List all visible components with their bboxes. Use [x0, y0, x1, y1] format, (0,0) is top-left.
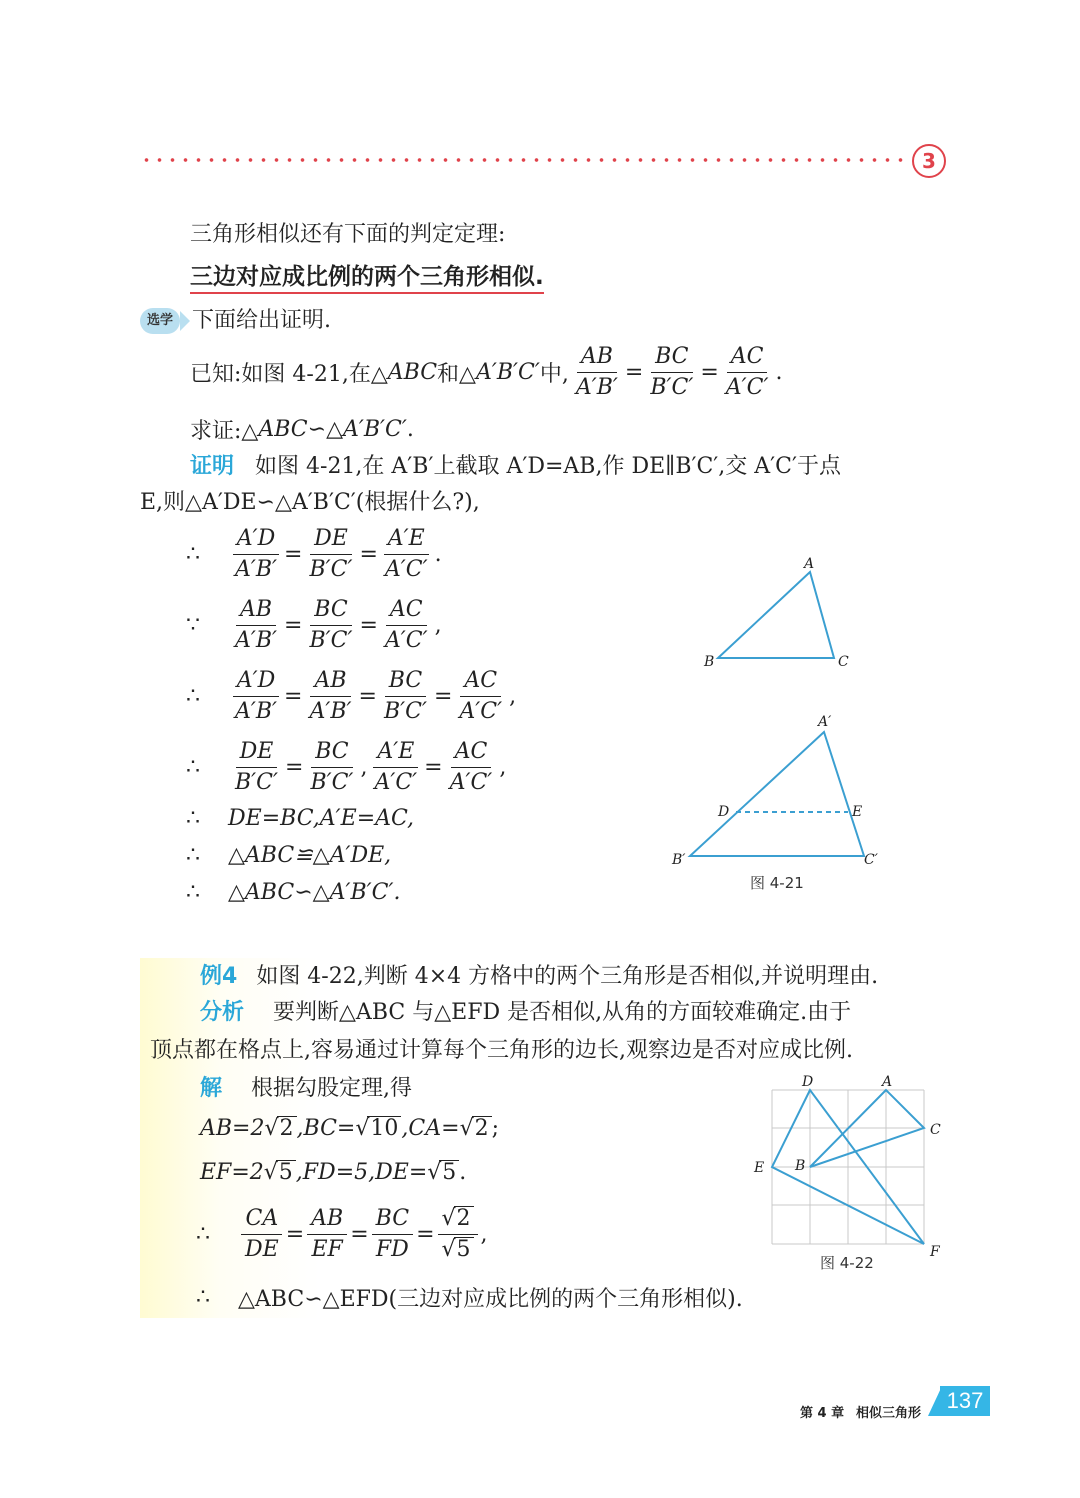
given-mid: 和△ [437, 362, 476, 387]
frac-num: DE [310, 524, 352, 555]
radicand: 5 [454, 1237, 474, 1262]
step-fraction [446, 737, 497, 798]
step-fraction [306, 737, 357, 798]
example-text: 如图 4-22,判断 4×4 方格中的两个三角形是否相似,并说明理由. [256, 964, 879, 989]
radicand: 2 [472, 1116, 492, 1141]
frac-num: DE [236, 737, 278, 768]
frac-den: FD [375, 1237, 409, 1262]
proof-step-1: ∴ $\frac{A'D}{A'B'}$ = $\frac{DE}{B'C'}$ = $\frac{A'E}{A'C'}$ . [186, 524, 442, 585]
label-a-prime: A′ [818, 714, 832, 730]
step-fraction [231, 524, 281, 585]
label-e: E [754, 1160, 765, 1176]
solution-line [200, 1074, 412, 1104]
eq-text: ,CA= [401, 1116, 460, 1141]
eq-text: ,BC= [296, 1116, 356, 1141]
step-fraction [231, 737, 282, 798]
given-fraction [572, 342, 622, 403]
step-text: △ABC∽△A′B′C′. [228, 880, 401, 905]
step-fraction [231, 595, 281, 656]
figure-caption: 图 4-21 [750, 874, 804, 892]
frac-den: B′C′ [235, 770, 278, 795]
frac-den: A′C′ [725, 375, 769, 400]
label-b-prime: B′ [672, 852, 686, 868]
theorem-text: 三边对应成比例的两个三角形相似. [190, 264, 544, 294]
label-d: D [802, 1074, 814, 1090]
step-fraction [370, 737, 421, 798]
frac-den: A′C′ [384, 628, 428, 653]
step-text: △ABC≌△A′DE, [228, 843, 392, 868]
equation-1: AB=2 √ 2 ,BC= √ 10 ,CA= √ 2 ; [200, 1116, 500, 1141]
step-text: DE=BC,A′E=AC, [228, 806, 415, 831]
frac-den: A′C′ [384, 557, 428, 582]
frac-den: A′B′ [575, 375, 618, 400]
frac-num: AC [727, 342, 768, 373]
step-fraction [305, 666, 355, 727]
frac-den: A′B′ [309, 699, 352, 724]
proof-step-7 [186, 880, 400, 905]
eq-end: . [459, 1160, 467, 1185]
frac-den: A′B′ [235, 557, 278, 582]
figure-4-21 [660, 550, 900, 900]
figure-4-22 [740, 1070, 960, 1280]
therefore-symbol: ∴ [186, 843, 200, 868]
intro-text: 三角形相似还有下面的判定定理: [190, 222, 506, 247]
proof-step-4: ∴ $\frac{DE}{B'C'}$ = $\frac{BC}{B'C'}$ , $\frac{A'E}{A'C'}$ = $\frac{AC}{A'C'}$ , [186, 737, 506, 798]
prove-sim: ∽△ [307, 417, 343, 442]
equation-2: EF=2 √ 5 ,FD=5,DE= √ 5 . [200, 1160, 467, 1185]
label-b: B [704, 654, 715, 670]
theorem-statement [190, 258, 544, 291]
frac-den: DE [245, 1237, 279, 1262]
solution-tag: 解 [200, 1076, 223, 1101]
step-fraction [455, 666, 506, 727]
frac-den: B′C′ [309, 628, 353, 653]
equation-3: ∴ $\frac{CA}{DE}$ = $\frac{AB}{EF}$ = $\frac{BC}{FD}$ = $\frac{√2}{√5}$ , [196, 1204, 488, 1265]
frac-num: A′D [233, 524, 280, 555]
footer-title: 相似三角形 [856, 1406, 922, 1421]
label-f: F [930, 1244, 940, 1260]
prove-a: ABC [258, 417, 308, 442]
given-suffix: 中, [539, 362, 569, 387]
section-number-badge: 3 [912, 144, 946, 178]
conclusion-line [196, 1282, 743, 1313]
label-a: A [804, 556, 815, 572]
eq-fraction [241, 1204, 283, 1265]
footer-chapter: 第 4 章 [800, 1406, 845, 1421]
therefore-symbol: ∴ [186, 880, 200, 905]
frac-den: B′C′ [310, 770, 354, 795]
frac-den: A′B′ [235, 699, 278, 724]
eq-text: AB=2 [200, 1116, 265, 1141]
given-abc2: A′B′C′ [475, 360, 540, 385]
frac-num: AB [236, 595, 276, 626]
eq-end: , [480, 1222, 488, 1247]
given-fraction [722, 342, 773, 403]
frac-num: BC [385, 666, 426, 697]
frac-den: B′C′ [383, 699, 427, 724]
proof-text-1: 如图 4-21,在 A′B′上截取 A′D=AB,作 DE∥B′C′,交 A′C′于点 [255, 454, 842, 479]
frac-den: A′C′ [459, 699, 503, 724]
elective-text: 下面给出证明. [192, 308, 331, 333]
step-end: . [434, 542, 442, 567]
frac-num: BC [311, 737, 352, 768]
prove-prefix: 求证:△ [190, 419, 259, 444]
proof-step-5 [186, 806, 414, 831]
example-tag: 例4 [200, 964, 238, 989]
solution-text: 根据勾股定理,得 [251, 1076, 413, 1101]
therefore-symbol: ∴ [196, 1285, 210, 1310]
eq-text: EF=2 [200, 1160, 264, 1185]
eq-fraction [307, 1204, 347, 1265]
given-line: 已知:如图 4-21,在△ ABC 和△ A′B′C′ 中, $\frac{AB}{A'B'}$ = $\frac{BC}{B'C'}$ = $\frac{AC}{A'C'}$ . [190, 342, 782, 403]
frac-den: A′B′ [235, 628, 278, 653]
page-number: 137 [940, 1386, 990, 1416]
frac-num: AC [460, 666, 501, 697]
prove-end: . [406, 417, 414, 442]
frac-den: B′C′ [650, 375, 694, 400]
step-fraction [381, 595, 432, 656]
proof-line-1 [190, 452, 841, 482]
therefore-symbol: ∴ [186, 755, 200, 780]
radicand: 5 [276, 1160, 296, 1185]
therefore-symbol: ∴ [186, 542, 200, 567]
frac-num: A′E [373, 737, 418, 768]
frac-den: A′C′ [374, 770, 418, 795]
given-abc: ABC [387, 360, 438, 385]
analysis-line-2: 顶点都在格点上,容易通过计算每个三角形的边长,观察边是否对应成比例. [150, 1038, 853, 1063]
frac-num: A′E [384, 524, 429, 555]
frac-num: AB [307, 1204, 347, 1235]
proof-step-2: ∵ $\frac{AB}{A'B'}$ = $\frac{BC}{B'C'}$ = $\frac{AC}{A'C'}$ , [186, 595, 442, 656]
radicand: 2 [277, 1116, 297, 1141]
because-symbol: ∵ [186, 613, 200, 638]
proof-tag: 证明 [190, 454, 235, 479]
radicand: 2 [454, 1206, 474, 1231]
step-end: , [499, 755, 507, 780]
analysis-text-1: 要判断△ABC 与△EFD 是否相似,从角的方面较难确定.由于 [273, 1000, 852, 1025]
label-c: C [930, 1122, 941, 1138]
step-fraction [231, 666, 281, 727]
figure-caption: 图 4-22 [820, 1254, 874, 1272]
proof-step-6 [186, 843, 391, 868]
analysis-tag: 分析 [200, 1000, 245, 1025]
prove-line [190, 414, 414, 445]
triangle-a2b2c2 [690, 732, 864, 856]
given-fraction [646, 342, 697, 403]
step-fraction [381, 524, 432, 585]
label-e: E [852, 804, 863, 820]
conclusion-text: △ABC∽△EFD(三边对应成比例的两个三角形相似). [238, 1287, 743, 1312]
label-c: C [838, 654, 849, 670]
step-fraction [380, 666, 431, 727]
frac-num: AC [386, 595, 427, 626]
frac-num: BC [372, 1204, 413, 1235]
given-prefix: 已知:如图 4-21,在△ [190, 362, 388, 387]
frac-den: A′C′ [449, 770, 493, 795]
given-end: . [775, 360, 783, 385]
eq-end: ; [491, 1116, 500, 1141]
frac-den: B′C′ [309, 557, 353, 582]
frac-num: BC [310, 595, 351, 626]
frac-num: AC [451, 737, 492, 768]
example-heading [200, 962, 878, 992]
frac-num: A′D [233, 666, 280, 697]
frac-num: AB [577, 342, 617, 373]
proof-step-3: ∴ $\frac{A'D}{A'B'}$ = $\frac{AB}{A'B'}$ = $\frac{BC}{B'C'}$ = $\frac{AC}{A'C'}$ , [186, 666, 516, 727]
label-b: B [795, 1158, 806, 1174]
triangle-abc [718, 572, 834, 658]
proof-line-2: E,则△A′DE∽△A′B′C′(根据什么?), [140, 490, 480, 515]
eq-text: ,FD=5,DE= [295, 1160, 428, 1185]
step-end: , [434, 613, 442, 638]
therefore-symbol: ∴ [186, 806, 200, 831]
frac-num: AB [310, 666, 350, 697]
frac-den: EF [311, 1237, 343, 1262]
step-fraction [305, 524, 356, 585]
analysis-line-1 [200, 998, 851, 1028]
radicand: 5 [439, 1160, 459, 1185]
label-d: D [718, 804, 730, 820]
prove-b: A′B′C′ [343, 417, 407, 442]
label-c-prime: C′ [864, 852, 878, 868]
step-end: , [509, 684, 517, 709]
eq-fraction-radical: $\frac{√2}{√5}$ [438, 1204, 478, 1265]
radicand: 10 [367, 1116, 401, 1141]
step-fraction [305, 595, 356, 656]
therefore-symbol: ∴ [186, 684, 200, 709]
elective-badge: 选学 [140, 308, 180, 334]
eq-fraction [372, 1204, 413, 1265]
label-a: A [882, 1074, 893, 1090]
frac-num: BC [651, 342, 692, 373]
section-divider [140, 158, 908, 162]
therefore-symbol: ∴ [196, 1222, 210, 1247]
frac-num: CA [241, 1204, 282, 1235]
